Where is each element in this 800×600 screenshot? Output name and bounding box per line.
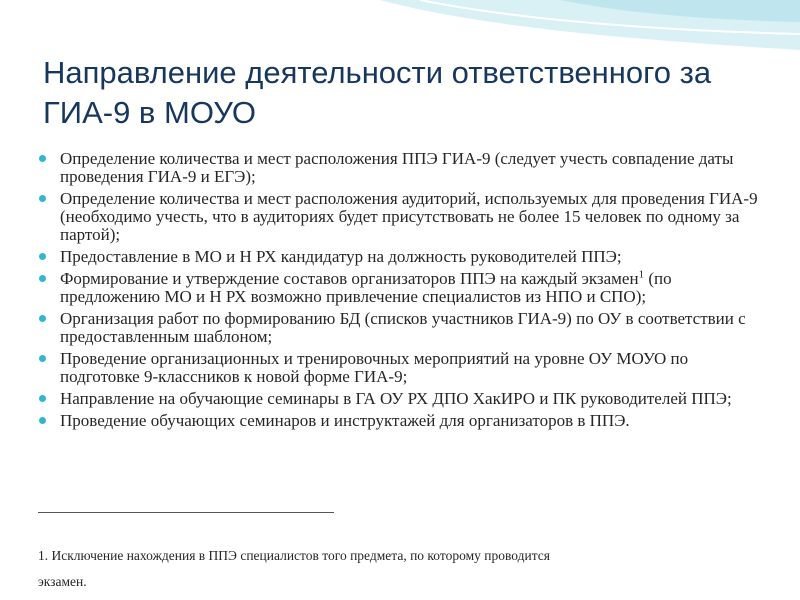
footnote-line-2: экзамен.: [38, 574, 87, 589]
bullet-item: [38, 350, 764, 386]
bullet-text: Предоставление в МО и Н РХ кандидатур на должность руководителей ППЭ;: [60, 247, 622, 266]
bullet-text: Проведение обучающих семинаров и инструктажей для организаторов в ППЭ.: [60, 411, 630, 430]
footnote: [38, 543, 738, 595]
bullet-dot-icon: [39, 395, 46, 402]
bullet-text: Определение количества и мест расположения аудиторий, используемых для проведения ГИА-9 (необходимо учесть, что в аудиториях будет присутствовать не более 15 человек по одному за партой);: [60, 189, 758, 244]
bullet-dot-icon: [39, 355, 46, 362]
bullet-dot-icon: [39, 155, 46, 162]
bullet-item: [38, 248, 764, 266]
bullet-text: Определение количества и мест расположения ППЭ ГИА-9 (следует учесть совпадение даты проведения ГИА-9 и ЕГЭ);: [60, 149, 734, 186]
bullet-item: [38, 190, 764, 244]
bullet-text: Формирование и утверждение составов организаторов ППЭ на каждый экзамен: [60, 269, 639, 288]
bullet-dot-icon: [39, 253, 46, 260]
footnote-marker: 1: [638, 268, 645, 281]
bullet-text: Проведение организационных и тренировочных мероприятий на уровне ОУ МОУО по подготовке 9-классников к новой форме ГИА-9;: [60, 349, 689, 386]
slide-title: [43, 53, 783, 133]
bullet-dot-icon: [39, 275, 46, 282]
bullet-dot-icon: [39, 315, 46, 322]
bullet-text-continued: (по предложению МО и Н РХ возможно привлечение специалистов из НПО и СПО);: [60, 269, 672, 306]
slide-title-line-2: ГИА-9 в МОУО: [43, 95, 257, 130]
slide-title-line-1: Направление деятельности ответственного за: [43, 55, 712, 90]
bullet-item: [38, 390, 764, 408]
footnote-line-1: 1. Исключение нахождения в ППЭ специалистов того предмета, по которому проводится: [38, 548, 550, 563]
bullet-text: Организация работ по формированию БД (списков участников ГИА-9) по ОУ в соответствии с предоставленным шаблоном;: [60, 309, 746, 346]
footnote-separator: [38, 512, 334, 513]
bullet-item: [38, 310, 764, 346]
bullet-item: [38, 270, 764, 306]
bullet-text: Направление на обучающие семинары в ГА ОУ РХ ДПО ХакИРО и ПК руководителей ППЭ;: [60, 389, 732, 408]
bullet-item: [38, 150, 764, 186]
bullet-item: [38, 412, 764, 430]
bullet-dot-icon: [39, 417, 46, 424]
bullet-list: [38, 150, 764, 434]
wave-decoration: [0, 0, 800, 60]
bullet-dot-icon: [39, 195, 46, 202]
